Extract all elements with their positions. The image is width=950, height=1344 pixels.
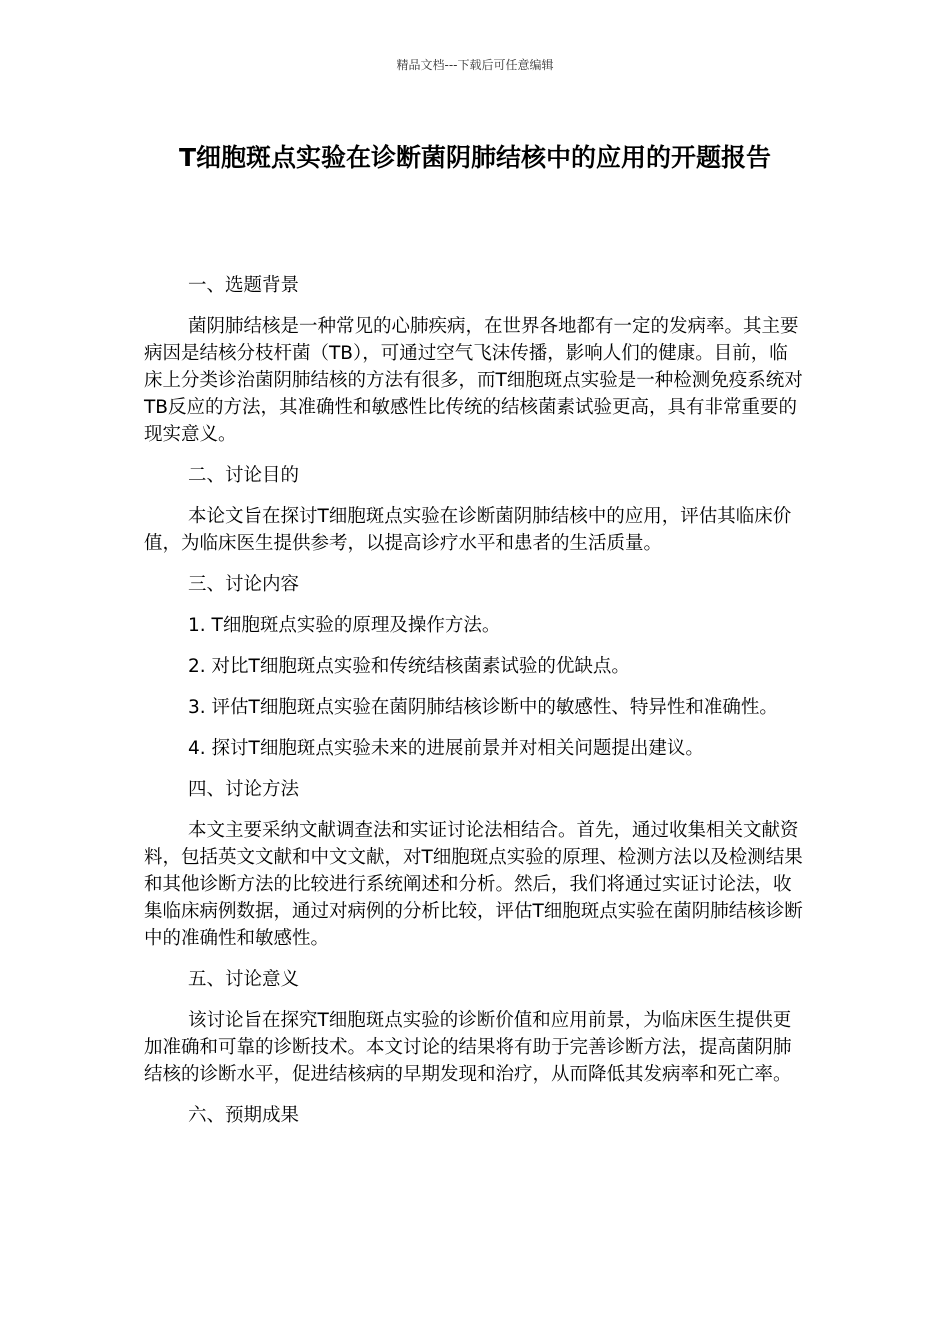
document-body [144, 272, 806, 1143]
paragraph-methods: 本文主要采纳文献调查法和实证讨论法相结合。首先，通过收集相关文献资料，包括英文文献和中文文献，对T细胞斑点实验的原理、检测方法以及检测结果和其他诊断方法的比较进行系统阐述和分析。然后，我们将通过实证讨论法，收集临床病例数据，通过对病例的分析比较，评估T细胞斑点实验在菌阴肺结核诊断中的准确性和敏感性。 [144, 820, 803, 949]
paragraph-background: 菌阴肺结核是一种常见的心肺疾病，在世界各地都有一定的发病率。其主要病因是结核分枝杆菌（TB），可通过空气飞沫传播，影响人们的健康。目前，临床上分类诊治菌阴肺结核的方法有很多，而T细胞斑点实验是一种检测免疫系统对TB反应的方法，其准确性和敏感性比传统的结核菌素试验更高，具有非常重要的现实意义。 [144, 316, 803, 445]
section-heading-significance: 五、讨论意义 [188, 969, 300, 990]
paragraph-significance: 该讨论旨在探究T细胞斑点实验的诊断价值和应用前景，为临床医生提供更加准确和可靠的诊断技术。本文讨论的结果将有助于完善诊断方法，提高菌阴肺结核的诊断水平，促进结核病的早期发现和治疗，从而降低其发病率和死亡率。 [144, 1010, 792, 1085]
list-item: 2. 对比T细胞斑点实验和传统结核菌素试验的优缺点。 [188, 656, 630, 677]
section-heading-purpose: 二、讨论目的 [188, 465, 300, 486]
paragraph-purpose: 本论文旨在探讨T细胞斑点实验在诊断菌阴肺结核中的应用，评估其临床价值，为临床医生提供参考，以提高诊疗水平和患者的生活质量。 [144, 506, 792, 554]
section-heading-expected-results: 六、预期成果 [188, 1105, 300, 1126]
section-heading-background: 一、选题背景 [188, 275, 300, 296]
section-heading-methods: 四、讨论方法 [188, 779, 300, 800]
document-title: T细胞斑点实验在诊断菌阴肺结核中的应用的开题报告 [178, 143, 772, 172]
page-header: 精品文档---下载后可任意编辑 [396, 58, 554, 72]
list-item: 1. T细胞斑点实验的原理及操作方法。 [188, 615, 501, 636]
list-item: 3. 评估T细胞斑点实验在菌阴肺结核诊断中的敏感性、特异性和准确性。 [188, 697, 778, 718]
list-item: 4. 探讨T细胞斑点实验未来的进展前景并对相关问题提出建议。 [188, 738, 704, 759]
section-heading-content: 三、讨论内容 [188, 574, 300, 595]
